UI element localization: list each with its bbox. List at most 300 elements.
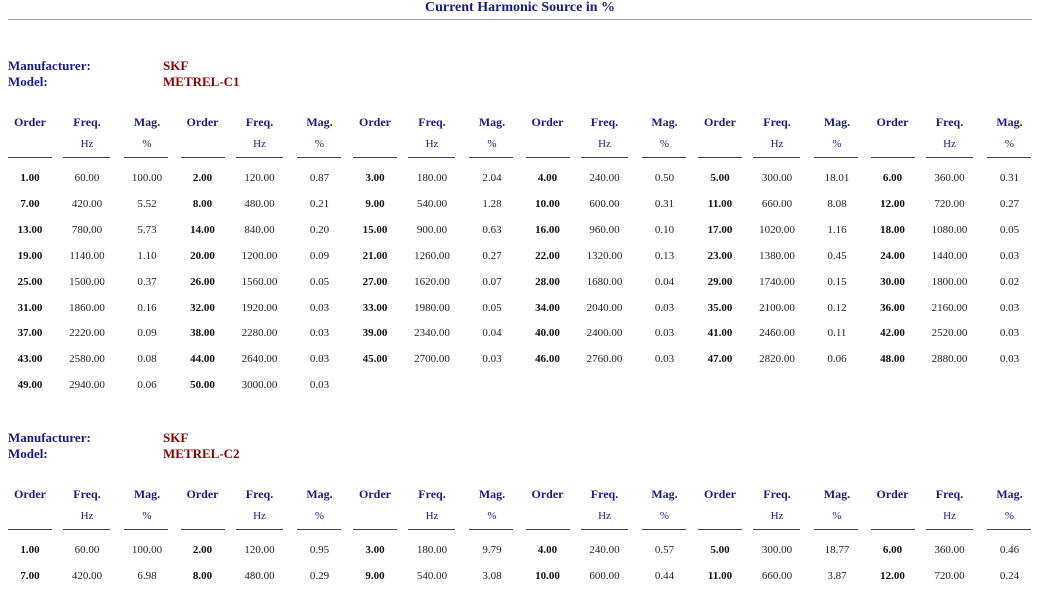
order-cell: 37.00 (17, 327, 43, 340)
order-cell: 34.00 (535, 301, 560, 314)
freq-cell: 1860.00 (69, 301, 105, 314)
table-header (0, 115, 1050, 150)
order-cell: 14.00 (190, 223, 215, 236)
order-cell: 11.00 (707, 197, 733, 210)
mag-header: Mag. (133, 487, 161, 501)
order-cell: 24.00 (880, 249, 905, 262)
order-cell: 38.00 (190, 327, 215, 340)
mag-cell: 0.15 (827, 275, 847, 288)
freq-cell: 2280.00 (241, 327, 278, 340)
header-underline (353, 529, 397, 530)
mag-cell: 3.08 (482, 569, 502, 582)
mag-cell: 0.29 (309, 569, 330, 582)
freq-cell: 300.00 (761, 544, 793, 556)
order-header: Order (531, 115, 564, 129)
freq-cell: 420.00 (71, 569, 103, 582)
order-cell: 2.00 (192, 544, 213, 556)
freq-cell: 480.00 (244, 197, 275, 210)
mag-cell: 5.52 (137, 197, 157, 210)
order-cell: 1.00 (20, 544, 40, 556)
freq-cell: 2220.00 (69, 327, 105, 340)
header-underline (526, 529, 570, 530)
mag-cell: 0.05 (482, 301, 502, 314)
order-cell: 21.00 (362, 249, 388, 262)
mag-header-unit: % (314, 138, 325, 150)
header-underline (871, 529, 915, 530)
mag-cell: 18.77 (824, 544, 850, 556)
freq-cell: 360.00 (934, 544, 965, 556)
mag-cell: 0.20 (309, 223, 330, 236)
freq-cell: 660.00 (761, 197, 793, 210)
freq-cell: 480.00 (244, 569, 275, 582)
mag-header: Mag. (651, 115, 678, 129)
order-cell: 50.00 (190, 379, 215, 392)
mag-header: Mag. (823, 487, 851, 501)
freq-header-unit: Hz (80, 138, 94, 150)
freq-header: Freq. (418, 115, 446, 129)
freq-header: Freq. (763, 115, 791, 129)
order-cell: 42.00 (880, 327, 905, 340)
freq-cell: 2100.00 (759, 301, 795, 314)
order-cell: 1.00 (20, 172, 40, 184)
header-underline (871, 157, 915, 158)
freq-header: Freq. (73, 487, 101, 501)
order-cell: 43.00 (17, 353, 43, 366)
freq-header: Freq. (935, 487, 964, 501)
header-underline (181, 157, 225, 158)
freq-cell: 1380.00 (759, 249, 795, 262)
table-row (0, 320, 1050, 346)
freq-cell: 240.00 (589, 172, 620, 184)
mag-cell: 0.57 (654, 544, 675, 556)
freq-cell: 2940.00 (69, 379, 105, 392)
freq-cell: 1500.00 (69, 275, 105, 288)
order-cell: 11.00 (707, 569, 733, 582)
freq-cell: 2700.00 (414, 353, 450, 366)
freq-cell: 1440.00 (931, 249, 968, 262)
order-header: Order (531, 487, 564, 501)
order-cell: 10.00 (535, 569, 560, 582)
order-cell: 27.00 (362, 275, 388, 288)
mag-header: Mag. (478, 487, 506, 501)
mag-header-unit: % (659, 510, 670, 522)
mag-header: Mag. (996, 115, 1023, 129)
header-underline (469, 157, 513, 158)
freq-header-unit: Hz (770, 138, 784, 150)
freq-cell: 2640.00 (241, 353, 278, 366)
table-row (0, 295, 1050, 321)
freq-cell: 180.00 (416, 544, 448, 556)
mag-cell: 0.05 (999, 223, 1020, 236)
order-cell: 29.00 (707, 275, 733, 288)
freq-cell: 60.00 (74, 172, 100, 184)
mag-cell: 100.00 (131, 172, 163, 184)
header-underline (236, 529, 283, 530)
mag-cell: 1.28 (482, 197, 502, 210)
order-header: Order (14, 115, 46, 129)
header-underline (987, 529, 1031, 530)
source-meta (8, 58, 408, 90)
order-cell: 6.00 (882, 544, 903, 556)
order-cell: 45.00 (362, 353, 388, 366)
mag-cell: 1.10 (137, 249, 157, 262)
mag-cell: 100.00 (131, 544, 163, 556)
header-underline (408, 529, 455, 530)
mag-cell: 0.44 (654, 569, 675, 582)
order-cell: 5.00 (710, 172, 730, 184)
order-cell: 9.00 (365, 569, 385, 582)
mag-cell: 0.87 (309, 172, 330, 184)
freq-header: Freq. (590, 487, 619, 501)
freq-header: Freq. (245, 115, 274, 129)
freq-cell: 3000.00 (241, 379, 278, 392)
order-cell: 4.00 (537, 172, 558, 184)
table-row (0, 243, 1050, 269)
manufacturer-value: SKF (163, 58, 189, 73)
order-header: Order (876, 115, 909, 129)
order-cell: 13.00 (17, 223, 43, 236)
freq-cell: 2400.00 (586, 327, 623, 340)
freq-cell: 1800.00 (931, 275, 968, 288)
mag-cell: 8.08 (827, 197, 847, 210)
header-underline (124, 157, 168, 158)
mag-cell: 0.12 (827, 301, 847, 314)
mag-cell: 0.03 (999, 327, 1020, 340)
header-underline (581, 157, 628, 158)
table-row (0, 537, 1050, 563)
order-cell: 3.00 (365, 172, 385, 184)
freq-cell: 60.00 (74, 544, 100, 556)
mag-cell: 0.03 (654, 301, 675, 314)
order-cell: 19.00 (17, 249, 43, 262)
mag-cell: 0.03 (654, 353, 675, 366)
order-cell: 8.00 (192, 197, 213, 210)
freq-cell: 900.00 (416, 223, 448, 236)
freq-header: Freq. (245, 487, 274, 501)
mag-cell: 0.07 (482, 275, 502, 288)
freq-cell: 960.00 (589, 223, 620, 236)
freq-cell: 420.00 (71, 197, 103, 210)
mag-cell: 0.03 (309, 353, 330, 366)
order-cell: 31.00 (17, 301, 43, 314)
order-cell: 17.00 (707, 223, 733, 236)
freq-cell: 780.00 (71, 223, 103, 236)
freq-cell: 1080.00 (931, 223, 968, 236)
freq-cell: 1920.00 (241, 301, 278, 314)
mag-header-unit: % (314, 510, 325, 522)
freq-cell: 1740.00 (759, 275, 795, 288)
order-cell: 4.00 (537, 544, 558, 556)
mag-cell: 0.95 (309, 544, 330, 556)
mag-cell: 0.31 (999, 172, 1020, 184)
mag-cell: 0.03 (654, 327, 675, 340)
mag-header-unit: % (832, 510, 842, 522)
header-underline (297, 157, 341, 158)
freq-cell: 2460.00 (759, 327, 795, 340)
order-header: Order (704, 487, 736, 501)
freq-cell: 1200.00 (241, 249, 278, 262)
header-underline (408, 157, 455, 158)
table-row (0, 269, 1050, 295)
order-cell: 20.00 (190, 249, 215, 262)
order-cell: 41.00 (707, 327, 733, 340)
freq-cell: 2340.00 (414, 327, 450, 340)
mag-header: Mag. (306, 487, 333, 501)
order-cell: 48.00 (880, 353, 905, 366)
order-cell: 47.00 (707, 353, 733, 366)
freq-header-unit: Hz (425, 138, 439, 150)
order-cell: 30.00 (880, 275, 905, 288)
freq-header-unit: Hz (80, 510, 94, 522)
mag-header: Mag. (823, 115, 851, 129)
mag-cell: 0.27 (482, 249, 502, 262)
freq-cell: 600.00 (589, 197, 620, 210)
header-underline (698, 529, 742, 530)
mag-header-unit: % (1004, 138, 1015, 150)
header-underline (469, 529, 513, 530)
header-underline (8, 529, 52, 530)
header-underline (526, 157, 570, 158)
order-cell: 22.00 (535, 249, 560, 262)
order-cell: 10.00 (535, 197, 560, 210)
header-underline (236, 157, 283, 158)
freq-cell: 1020.00 (759, 223, 795, 236)
mag-header: Mag. (478, 115, 506, 129)
order-header: Order (876, 487, 909, 501)
manufacturer-line (8, 58, 408, 74)
mag-header-unit: % (832, 138, 842, 150)
mag-cell: 0.13 (654, 249, 675, 262)
table-row (0, 217, 1050, 243)
freq-cell: 1980.00 (414, 301, 450, 314)
mag-cell: 0.31 (654, 197, 675, 210)
order-cell: 23.00 (707, 249, 733, 262)
freq-cell: 540.00 (416, 569, 448, 582)
order-cell: 8.00 (192, 569, 213, 582)
order-header: Order (186, 115, 219, 129)
mag-cell: 0.37 (137, 275, 157, 288)
manufacturer-value: SKF (163, 430, 189, 445)
mag-cell: 9.79 (482, 544, 502, 556)
order-cell: 5.00 (710, 544, 730, 556)
mag-cell: 0.16 (137, 301, 157, 314)
order-cell: 15.00 (362, 223, 388, 236)
freq-cell: 540.00 (416, 197, 448, 210)
model-value: METREL-C1 (163, 74, 240, 89)
mag-cell: 0.10 (654, 223, 675, 236)
manufacturer-label: Manufacturer: (8, 430, 91, 445)
mag-cell: 0.27 (999, 197, 1020, 210)
freq-header-unit: Hz (253, 510, 266, 522)
table-row (0, 165, 1050, 191)
header-underline (63, 157, 110, 158)
order-cell: 12.00 (880, 197, 905, 210)
mag-cell: 0.04 (654, 275, 675, 288)
order-cell: 40.00 (535, 327, 560, 340)
freq-cell: 1680.00 (586, 275, 623, 288)
order-cell: 36.00 (880, 301, 905, 314)
header-underline (8, 157, 52, 158)
order-header: Order (704, 115, 736, 129)
header-underline (181, 529, 225, 530)
order-cell: 44.00 (190, 353, 215, 366)
mag-cell: 0.08 (137, 353, 157, 366)
freq-cell: 1140.00 (69, 249, 105, 262)
freq-cell: 2580.00 (69, 353, 105, 366)
freq-cell: 360.00 (934, 172, 965, 184)
header-underline (753, 157, 800, 158)
freq-header-unit: Hz (598, 510, 611, 522)
freq-cell: 2820.00 (759, 353, 795, 366)
mag-cell: 0.09 (309, 249, 330, 262)
freq-header-unit: Hz (943, 138, 956, 150)
model-line (8, 74, 408, 90)
header-underline (642, 529, 686, 530)
mag-cell: 0.50 (654, 172, 675, 184)
mag-cell: 0.06 (137, 379, 157, 392)
order-cell: 3.00 (365, 544, 385, 556)
table-row (0, 372, 1050, 398)
manufacturer-line (8, 430, 408, 446)
mag-cell: 1.16 (827, 223, 847, 236)
freq-cell: 720.00 (934, 197, 965, 210)
freq-cell: 840.00 (244, 223, 275, 236)
header-underline (353, 157, 397, 158)
table-row (0, 191, 1050, 217)
freq-header-unit: Hz (943, 510, 956, 522)
mag-cell: 2.04 (482, 172, 502, 184)
freq-cell: 180.00 (416, 172, 448, 184)
header-underline (926, 157, 973, 158)
freq-header-unit: Hz (253, 138, 266, 150)
mag-cell: 0.03 (309, 327, 330, 340)
order-cell: 46.00 (535, 353, 560, 366)
freq-cell: 600.00 (589, 569, 620, 582)
title-divider (8, 19, 1032, 20)
mag-cell: 0.21 (309, 197, 330, 210)
header-underline (698, 157, 742, 158)
mag-cell: 6.98 (137, 569, 157, 582)
order-cell: 12.00 (880, 569, 905, 582)
order-cell: 33.00 (362, 301, 388, 314)
table-header (0, 487, 1050, 522)
header-underline (814, 157, 858, 158)
freq-cell: 2040.00 (586, 301, 623, 314)
model-line (8, 446, 408, 462)
freq-cell: 1560.00 (241, 275, 278, 288)
mag-header: Mag. (306, 115, 333, 129)
mag-cell: 5.73 (137, 223, 157, 236)
header-underline (753, 529, 800, 530)
header-underline (814, 529, 858, 530)
freq-header: Freq. (935, 115, 964, 129)
freq-cell: 300.00 (761, 172, 793, 184)
freq-header: Freq. (763, 487, 791, 501)
mag-header: Mag. (996, 487, 1023, 501)
freq-cell: 120.00 (244, 544, 275, 556)
freq-cell: 2760.00 (586, 353, 623, 366)
freq-cell: 2160.00 (931, 301, 968, 314)
mag-cell: 0.03 (999, 301, 1020, 314)
mag-cell: 0.46 (999, 544, 1020, 556)
mag-header-unit: % (142, 510, 152, 522)
header-underline (297, 529, 341, 530)
mag-header: Mag. (651, 487, 678, 501)
freq-cell: 2880.00 (931, 353, 968, 366)
freq-cell: 1260.00 (414, 249, 450, 262)
mag-cell: 0.03 (999, 249, 1020, 262)
header-underline (581, 529, 628, 530)
mag-header: Mag. (133, 115, 161, 129)
header-underline (642, 157, 686, 158)
order-cell: 16.00 (535, 223, 560, 236)
freq-cell: 120.00 (244, 172, 275, 184)
mag-header-unit: % (1004, 510, 1015, 522)
order-cell: 28.00 (535, 275, 560, 288)
mag-cell: 0.02 (999, 275, 1020, 288)
order-cell: 26.00 (190, 275, 215, 288)
freq-header-unit: Hz (770, 510, 784, 522)
header-underline (926, 529, 973, 530)
order-cell: 32.00 (190, 301, 215, 314)
mag-cell: 0.06 (827, 353, 847, 366)
order-cell: 2.00 (192, 172, 213, 184)
order-cell: 9.00 (365, 197, 385, 210)
order-cell: 6.00 (882, 172, 903, 184)
freq-cell: 240.00 (589, 544, 620, 556)
manufacturer-label: Manufacturer: (8, 58, 91, 73)
mag-cell: 0.03 (309, 379, 330, 392)
mag-cell: 0.45 (827, 249, 847, 262)
mag-header-unit: % (659, 138, 670, 150)
order-cell: 35.00 (707, 301, 733, 314)
order-cell: 25.00 (17, 275, 43, 288)
mag-cell: 0.04 (482, 327, 502, 340)
mag-cell: 18.01 (824, 172, 850, 184)
header-underline (124, 529, 168, 530)
order-header: Order (186, 487, 219, 501)
header-underline (63, 529, 110, 530)
freq-cell: 720.00 (934, 569, 965, 582)
model-label: Model: (8, 446, 48, 461)
order-cell: 7.00 (20, 569, 40, 582)
freq-header: Freq. (590, 115, 619, 129)
order-cell: 7.00 (20, 197, 40, 210)
order-header: Order (359, 115, 391, 129)
source-meta (8, 430, 408, 462)
freq-cell: 1320.00 (586, 249, 623, 262)
mag-cell: 0.03 (309, 301, 330, 314)
freq-cell: 2520.00 (931, 327, 968, 340)
order-cell: 49.00 (17, 379, 43, 392)
order-cell: 18.00 (880, 223, 905, 236)
freq-header-unit: Hz (598, 138, 611, 150)
freq-header: Freq. (418, 487, 446, 501)
freq-cell: 660.00 (761, 569, 793, 582)
mag-cell: 0.09 (137, 327, 157, 340)
model-value: METREL-C2 (163, 446, 240, 461)
mag-header-unit: % (487, 138, 497, 150)
freq-cell: 1620.00 (414, 275, 450, 288)
mag-cell: 0.05 (309, 275, 330, 288)
mag-cell: 0.63 (482, 223, 502, 236)
report-title: Current Harmonic Source in % (424, 0, 616, 15)
order-header: Order (14, 487, 46, 501)
freq-header: Freq. (73, 115, 101, 129)
table-row (0, 346, 1050, 372)
mag-cell: 0.03 (999, 353, 1020, 366)
mag-header-unit: % (487, 510, 497, 522)
